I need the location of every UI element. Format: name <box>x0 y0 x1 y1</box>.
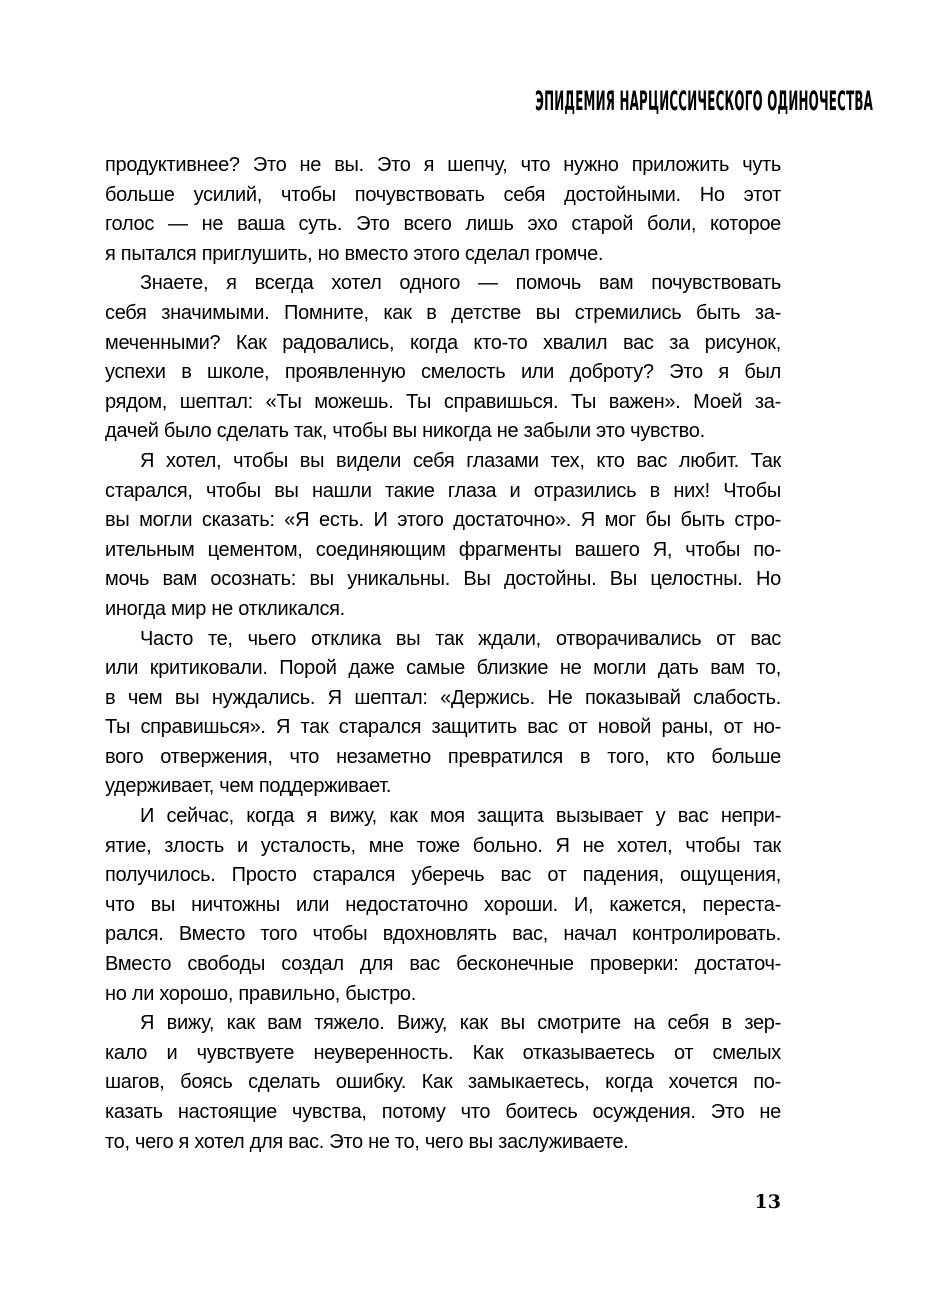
paragraph-5-line-4: что вы ничтожны или недостаточно хороши. И, кажется, переста- <box>105 893 781 916</box>
page-number: 13 <box>754 1191 781 1213</box>
paragraph-4-line-4: Ты справишься». Я так старался защитить вас от новой раны, от но- <box>105 716 781 739</box>
paragraph-2-line-4: успехи в школе, проявленную смелость или доброту? Это я был <box>105 361 781 384</box>
paragraph-5-line-7: но ли хорошо, правильно, быстро. <box>105 982 416 1005</box>
paragraph-1-line-2: больше усилий, чтобы почувствовать себя достойными. Но этот <box>105 183 781 206</box>
running-header <box>105 86 874 117</box>
paragraph-5-line-3: получилось. Просто старался уберечь вас от падения, ощущения, <box>105 864 781 887</box>
paragraph-4-line-6: удерживает, чем поддерживает. <box>105 775 392 798</box>
paragraph-4-line-5: вого отвержения, что незаметно превратился в того, кто больше <box>105 745 781 768</box>
paragraph-2-line-2: себя значимыми. Помните, как в детстве вы стремились быть за- <box>105 301 781 324</box>
paragraph-3-line-2: старался, чтобы вы нашли такие глаза и отразились в них! Чтобы <box>105 479 781 502</box>
paragraph-5-line-5: рался. Вместо того чтобы вдохновлять вас, начал контролировать. <box>105 923 781 946</box>
paragraph-6-line-4: казать настоящие чувства, потому что боитесь осуждения. Это не <box>105 1101 781 1123</box>
paragraph-1-line-1: продуктивнее? Это не вы. Это я шепчу, что нужно приложить чуть <box>105 154 781 176</box>
body-text <box>105 151 781 1157</box>
paragraph-2-line-6: дачей было сделать так, чтобы вы никогда не забыли это чувство. <box>105 420 705 443</box>
paragraph-2-line-3: меченными? Как радовались, когда кто-то хвалил вас за рисунок, <box>105 331 781 354</box>
paragraph-4-line-3: в чем вы нуждались. Я шептал: «Держись. Не показывай слабость. <box>105 686 781 709</box>
paragraph-1-line-3: голос — не ваша суть. Это всего лишь эхо старой боли, которое <box>105 213 781 236</box>
paragraph-6-line-2: кало и чувствуете неуверенность. Как отказываетесь от смелых <box>105 1041 781 1064</box>
paragraph-4-line-1: Часто те, чьего отклика вы так ждали, отворачивались от вас <box>140 627 781 650</box>
paragraph-2-line-5: рядом, шептал: «Ты можешь. Ты справишься. Ты важен». Моей за- <box>105 390 781 413</box>
paragraph-3-line-3: вы могли сказать: «Я есть. И этого достаточно». Я мог бы быть стро- <box>105 509 781 532</box>
paragraph-3-line-4: ительным цементом, соединяющим фрагменты вашего Я, чтобы по- <box>105 538 781 561</box>
paragraph-6-line-1: Я вижу, как вам тяжело. Вижу, как вы смотрите на себя в зер- <box>140 1012 781 1035</box>
paragraph-3-line-6: иногда мир не откликался. <box>105 597 345 620</box>
paragraph-5-line-1: И сейчас, когда я вижу, как моя защита вызывает у вас непри- <box>140 805 781 828</box>
paragraph-3-line-1: Я хотел, чтобы вы видели себя глазами тех, кто вас любит. Так <box>140 449 781 472</box>
running-header-title: ЭПИДЕМИЯ НАРЦИССИЧЕСКОГО ОДИНОЧЕСТВА <box>535 86 874 117</box>
paragraph-5-line-6: Вместо свободы создал для вас бесконечные проверки: достаточ- <box>105 953 781 976</box>
paragraph-5-line-2: ятие, злость и усталость, мне тоже больно. Я не хотел, чтобы так <box>105 834 781 857</box>
paragraph-4-line-2: или критиковали. Порой даже самые близкие не могли дать вам то, <box>105 657 781 680</box>
paragraph-3-line-5: мочь вам осознать: вы уникальны. Вы достойны. Вы целостны. Но <box>105 568 781 591</box>
paragraph-6-line-3: шагов, боясь сделать ошибку. Как замыкаетесь, когда хочется по- <box>105 1071 781 1094</box>
paragraph-1-line-4: я пытался приглушить, но вместо этого сделал громче. <box>105 242 604 265</box>
paragraph-6-line-5: то, чего я хотел для вас. Это не то, чего вы заслуживаете. <box>105 1130 629 1153</box>
paragraph-2-line-1: Знаете, я всегда хотел одного — помочь вам почувствовать <box>140 272 781 295</box>
